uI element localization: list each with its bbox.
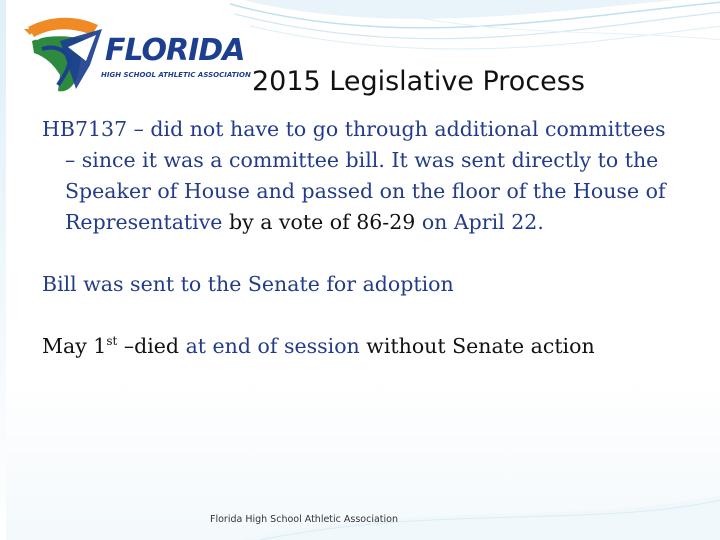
paragraph-1-text-b: by a vote of bbox=[222, 210, 357, 234]
paragraph-3-text-b: at end of session bbox=[185, 334, 360, 358]
paragraph-hb7137 bbox=[42, 114, 682, 238]
paragraph-1-text-a: HB7137 – did not have to go through additional committees – since it was a committee bill. It was sent directly to the Speaker of House and passed on the floor of the House of Representative bbox=[42, 117, 666, 234]
paragraph-senate bbox=[42, 269, 682, 300]
paragraph-3-text-a: –died bbox=[117, 334, 186, 358]
slide-title: 2015 Legislative Process bbox=[252, 66, 585, 97]
paragraph-1-text-c: on April 22. bbox=[415, 210, 544, 234]
logo-wordmark: FLORIDA bbox=[105, 33, 245, 68]
logo-tagline: HIGH SCHOOL ATHLETIC ASSOCIATION bbox=[101, 71, 251, 79]
footer-text: Florida High School Athletic Association bbox=[210, 514, 399, 525]
paragraph-1-vote-count: 86-29 bbox=[356, 210, 416, 234]
slide-body bbox=[42, 114, 682, 362]
paragraph-2-text: Bill was sent to the Senate for adoption bbox=[42, 272, 454, 296]
fhsaa-logo bbox=[6, 5, 251, 95]
paragraph-3-superscript: st bbox=[106, 334, 118, 348]
paragraph-3-text-c: without Senate action bbox=[359, 334, 595, 358]
paragraph-3-date: May 1 bbox=[42, 334, 107, 358]
paragraph-may-1st bbox=[42, 331, 682, 362]
top-swoosh-fill bbox=[225, 0, 720, 19]
swoosh-line-4 bbox=[420, 18, 720, 40]
